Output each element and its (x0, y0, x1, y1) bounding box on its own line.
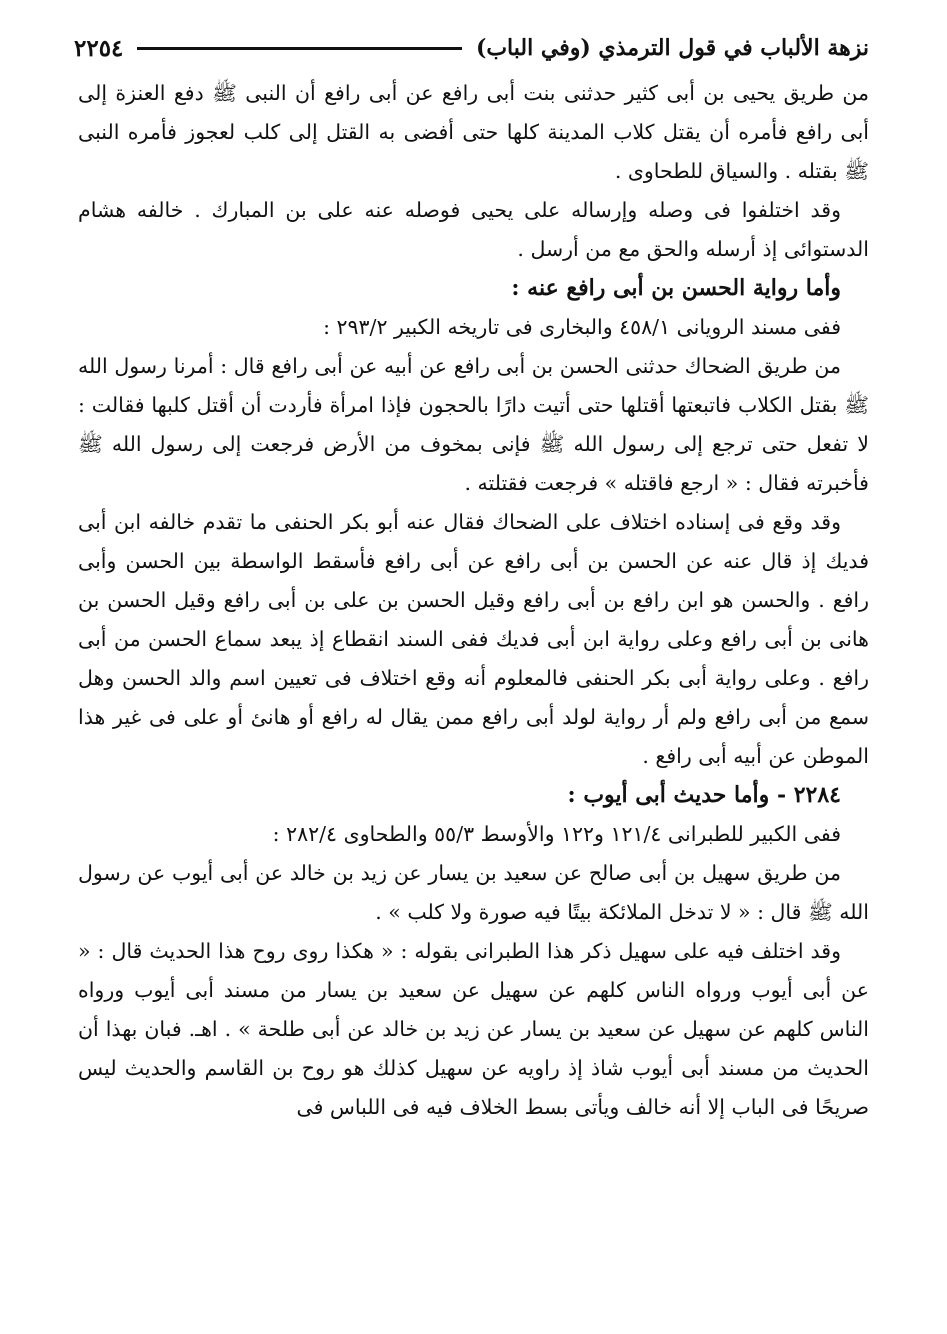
paragraph: من طريق يحيى بن أبى كثير حدثنى بنت أبى رافع عن أبى رافع أن النبى ﷺ دفع العنزة إلى أبى رافع فأمره أن يقتل كلاب المدينة كلها حتى أفضى به القتل إلى كلب لعجوز فأمره النبى ﷺ بقتله . والسياق للطحاوى . (78, 81, 869, 183)
source-citation: ففى مسند الرويانى ٤٥٨/١ والبخارى فى تاريخه الكبير ٢٩٣/٢ : (323, 315, 841, 339)
section-heading: وأما رواية الحسن بن أبى رافع عنه : (511, 275, 841, 301)
source-citation: ففى الكبير للطبرانى ١٢١/٤ و١٢٢ والأوسط ٥٥/٣ والطحاوى ٢٨٢/٤ : (272, 822, 841, 846)
running-title: نزهة الألباب في قول الترمذي (وفي الباب) (475, 35, 869, 61)
paragraph: وقد اختلف فيه على سهيل ذكر هذا الطبرانى بقوله : « هكذا روى روح هذا الحديث قال : « عن أبى أيوب ورواه الناس كلهم عن سهيل عن سعيد بن يسار من مسند أبى أيوب ورواه الناس كلهم عن سهيل عن سعيد بن يسار عن زيد بن خالد عن أبى طلحة » . اهـ. فبان بهذا أن الحديث من مسند أبى أيوب شاذ إذ راويه عن سهيل كذلك هو روح بن القاسم والحديث ليس صريحًا فى الباب إلا أنه خالف ويأتى بسط الخلاف فيه فى اللباس فى (78, 939, 869, 1119)
page-body (78, 74, 869, 1127)
paragraph: وقد اختلفوا فى وصله وإرساله على يحيى فوصله عنه على بن المبارك . خالفه هشام الدستوائى إذ أرسله والحق مع من أرسل . (78, 198, 869, 261)
paragraph: من طريق الضحاك حدثنى الحسن بن أبى رافع عن أبيه عن أبى رافع قال : أمرنا رسول الله ﷺ بقتل الكلاب فاتبعتها أقتلها حتى أتيت دارًا بالحجون فإذا امرأة فأردت أن أقتل كلبها فقالت : لا تفعل حتى ترجع إلى رسول الله ﷺ فإنى بمخوف من الأرض فرجعت إلى رسول الله ﷺ فأخبرته فقال : « ارجع فاقتله » فرجعت فقتلته . (78, 354, 869, 495)
paragraph: وقد وقع فى إسناده اختلاف على الضحاك فقال عنه أبو بكر الحنفى ما تقدم خالفه ابن أبى فديك إذ قال عنه عن الحسن بن أبى رافع عن أبى رافع فأسقط الواسطة بين الحسن وأبى رافع . والحسن هو ابن رافع بن أبى رافع وقيل الحسن بن على بن أبى رافع وقيل الحسن بن هانى بن أبى رافع وعلى رواية ابن أبى فديك ففى السند انقطاع إذ يبعد سماع الحسن من أبى رافع . وعلى رواية أبى بكر الحنفى فالمعلوم أنه وقع اختلاف فى تعيين اسم والد الحسن وهل سمع من أبى رافع ولم أر رواية لولد أبى رافع ممن يقال له رافع أو هانئ أو على فى غير هذا الموطن عن أبيه أبى رافع . (78, 510, 869, 768)
page-number: ٢٢٥٤ (74, 34, 124, 62)
section-heading: ٢٢٨٤ - وأما حديث أبى أيوب : (567, 782, 841, 808)
page-header (74, 28, 869, 68)
paragraph: من طريق سهيل بن أبى صالح عن سعيد بن يسار عن زيد بن خالد عن أبى أيوب عن رسول الله ﷺ قال : « لا تدخل الملائكة بيتًا فيه صورة ولا كلب » . (78, 861, 869, 924)
header-rule (137, 47, 462, 50)
